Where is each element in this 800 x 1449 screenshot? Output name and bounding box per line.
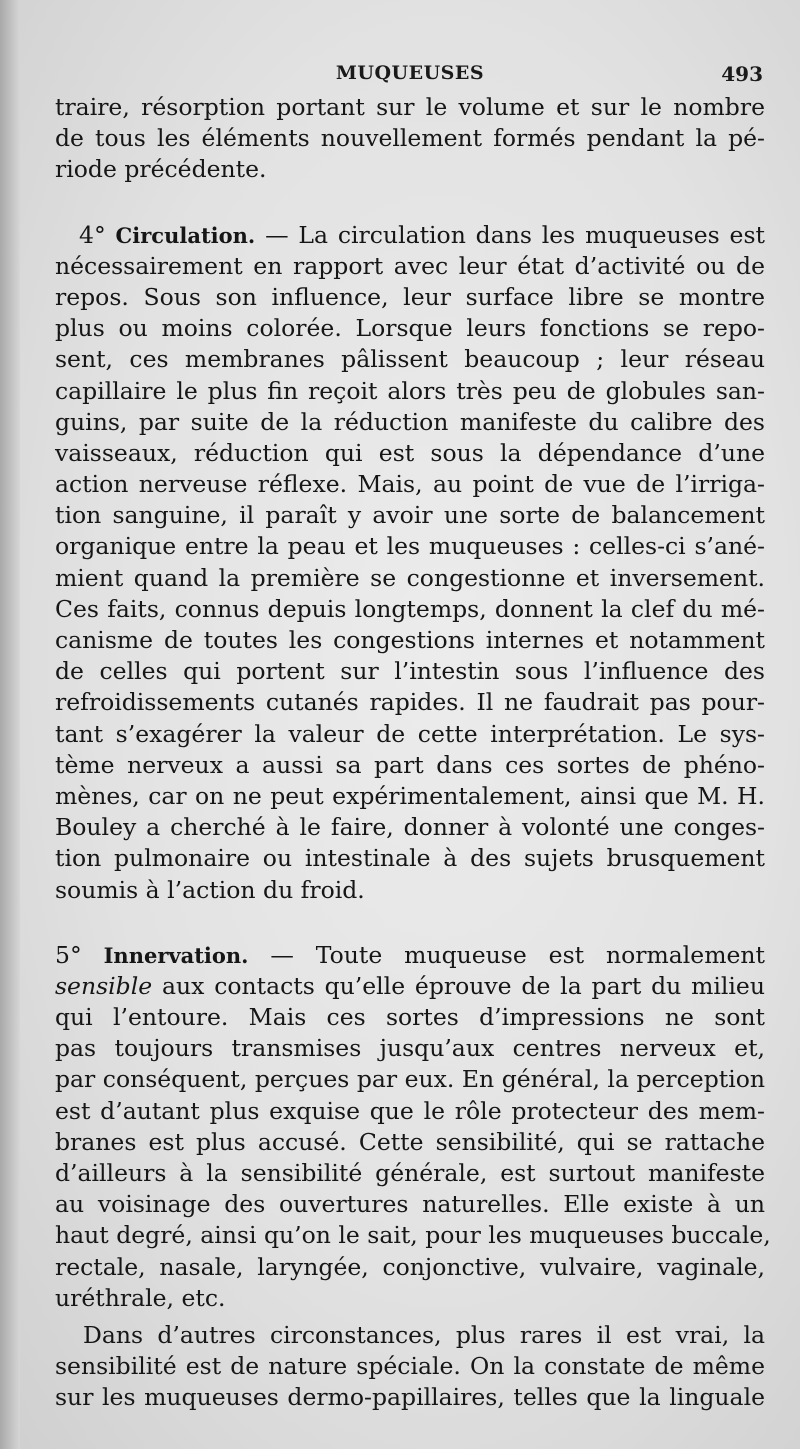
text-line: repos. Sous son influence, leur surface libre se montre [55,282,765,311]
text-line: branes est plus accusé. Cette sensibilité, qui se rattache [55,1127,765,1156]
text-line: vaisseaux, réduction qui est sous la dépendance d’une [55,438,765,467]
section-5-dash: — [270,940,294,969]
text-line: d’ailleurs à la sensibilité générale, est surtout manifeste [55,1159,765,1187]
text-line: mient quand la première se congestionne et inversement. [55,563,765,592]
section-4-heading-line [55,220,765,251]
section-4-dash: — [265,220,289,249]
text-line: soumis à l’action du froid. [55,875,365,904]
text-line: haut degré, ainsi qu’on le sait, pour les muqueuses buccale, [55,1221,771,1250]
text-line: Ces faits, connus depuis longtemps, donnent la clef du mé- [55,594,765,623]
text-line: au voisinage des ouvertures naturelles. Elle existe à un [55,1190,765,1219]
text-line: mènes, car on ne peut expérimentalement, ainsi que M. H. [55,781,765,810]
text-line: sensibilité est de nature spéciale. On la constate de même [55,1352,765,1381]
section-4-first-line: La circulation dans les muqueuses est [298,220,765,249]
text-line: refroidissements cutanés rapides. Il ne faudrait pas pour- [55,688,765,717]
text-line: tème nerveux a aussi sa part dans ces sortes de phéno- [55,750,765,779]
text-line: Dans d’autres circonstances, plus rares il est vrai, la [83,1320,765,1349]
page-number: 493 [721,62,763,86]
running-header [55,56,765,90]
section-5-heading-line [55,940,765,971]
section-5-first-line: Toute muqueuse est normalement [315,940,765,969]
text-line: tion pulmonaire ou intestinale à des sujets brusquement [55,844,765,873]
italic-term: sensible [55,971,153,1000]
header-title: MUQUEUSES [335,62,485,84]
text-line: canisme de toutes les congestions internes et notamment [55,626,765,654]
section-5-title: Innervation. [103,942,249,968]
text-line: de celles qui portent sur l’intestin sous l’influence des [55,657,765,686]
text-line: Bouley a cherché à le faire, donner à volonté une conges- [55,813,765,842]
section-4-title: Circulation. [115,222,256,248]
text-line: organique entre la peau et les muqueuses : celles-ci s’ané- [55,532,765,561]
section-5-number: 5° [55,940,82,969]
text-line: action nerveuse réflexe. Mais, au point de vue de l’irriga- [55,470,765,499]
text-line: par conséquent, perçues par eux. En général, la perception [55,1065,765,1094]
text-line: de tous les éléments nouvellement formés pendant la pé- [55,124,765,153]
text-line: qui l’entoure. Mais ces sortes d’impressions ne sont [55,1003,765,1032]
body-text [55,92,771,1414]
text-line: plus ou moins colorée. Lorsque leurs fonctions se repo- [55,314,765,343]
text-line: nécessairement en rapport avec leur état d’activité ou de [55,251,765,280]
section-5-second-line [55,971,765,1002]
text-line: tant s’exagérer la valeur de cette interprétation. Le sys- [55,719,765,748]
section-4-number: 4° [79,220,106,249]
text-line: tion sanguine, il paraît y avoir une sorte de balancement [55,501,765,530]
page-binding-shadow [0,0,20,1449]
text-line: sur les muqueuses dermo-papillaires, telles que la linguale [55,1383,765,1412]
text-fragment: aux contacts qu’elle éprouve de la part du milieu [161,971,765,1000]
text-line: pas toujours transmises jusqu’aux centres nerveux et, [55,1034,765,1063]
text-line: guins, par suite de la réduction manifeste du calibre des [55,407,765,436]
text-line: est d’autant plus exquise que le rôle protecteur des mem- [55,1096,765,1125]
text-line: riode précédente. [55,155,267,184]
text-line: capillaire le plus fin reçoit alors très peu de globules san- [55,376,765,405]
text-line: rectale, nasale, laryngée, conjonctive, vulvaire, vaginale, [55,1252,765,1281]
paragraph-gap [55,906,765,940]
text-line: traire, résorption portant sur le volume et sur le nombre [55,93,765,121]
paragraph-gap [55,186,765,220]
text-line: uréthrale, etc. [55,1283,226,1312]
text-line: sent, ces membranes pâlissent beaucoup ; leur réseau [55,345,765,374]
